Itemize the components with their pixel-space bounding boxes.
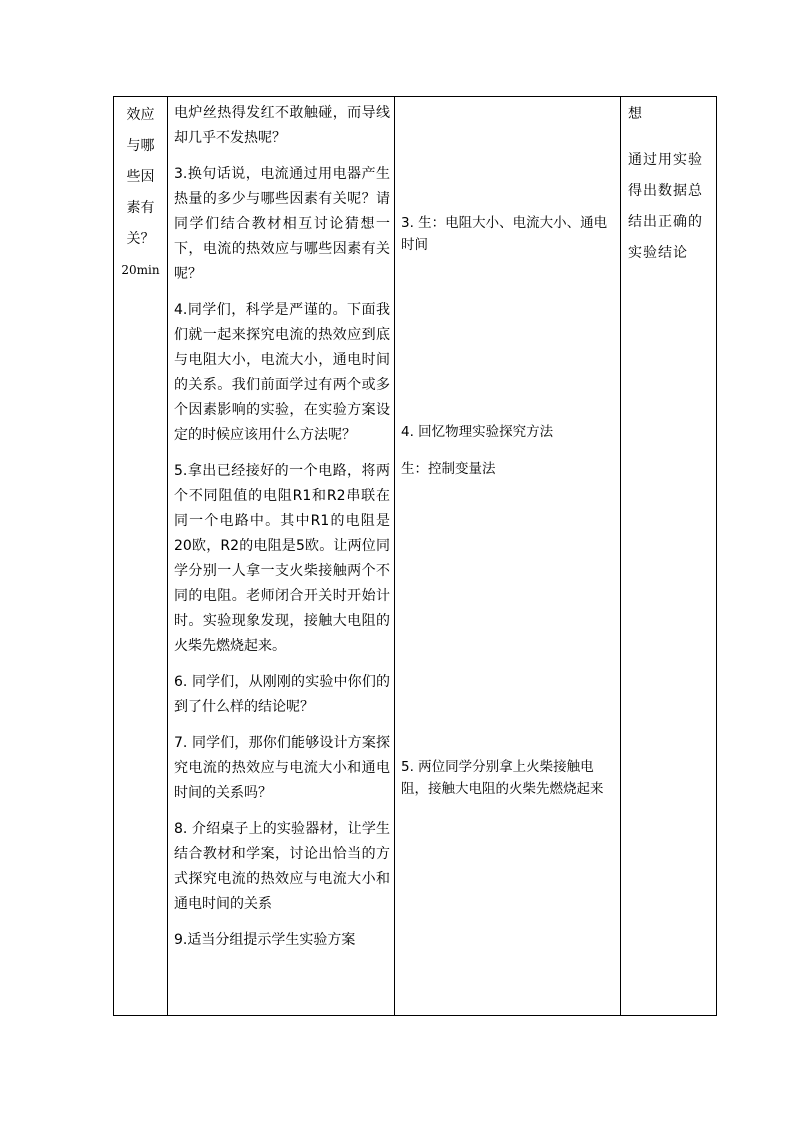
teacher-paragraph: 6. 同学们，从刚刚的实验中你们的到了什么样的结论呢？ (174, 674, 390, 715)
student-item: 5. 两位同学分别拿上火柴接触电阻，接触大电阻的火柴先燃烧起来 (401, 759, 604, 797)
student-item: 3. 生：电阻大小、电流大小、通电时间 (401, 215, 608, 253)
teacher-paragraph: 9.适当分组提示学生实验方案 (174, 932, 356, 948)
teacher-paragraph: 3.换句话说，电流通过用电器产生热量的多少与哪些因素有关呢？请同学们结合教材相互讨论猜想一下，电流的热效应与哪些因素有关呢？ (174, 166, 390, 282)
stage-line: 关？ (126, 231, 155, 247)
student-item: 4. 回忆物理实验探究方法 (401, 424, 554, 440)
teacher-paragraph: 8. 介绍桌子上的实验器材，让学生结合教材和学案，讨论出恰当的方式探究电流的热效应与电流大小和通电时间的关系 (174, 821, 390, 912)
teacher-paragraph: 5.拿出已经接好的一个电路，将两个不同阻值的电阻R1和R2串联在同一个电路中。其中R1的电阻是20欧，R2的电阻是5欧。让两位同学分别一人拿一支火柴接触两个不同的电阻。老师闭合开关时开始计时。实验现象发现，接触大电阻的火柴先燃烧起来。 (174, 463, 390, 654)
stage-line: 些因 (126, 169, 155, 185)
student-item: 生：控制变量法 (401, 461, 496, 477)
teacher-activity-cell (168, 97, 395, 1016)
stage-line: 与哪 (126, 138, 155, 154)
intent-text: 通过用实验得出数据总结出正确的实验结论 (628, 152, 703, 261)
stage-cell (114, 97, 168, 1016)
stage-line: 效应 (126, 107, 155, 123)
teacher-paragraph: 7. 同学们，那你们能够设计方案探究电流的热效应与电流大小和通电时间的关系吗？ (174, 735, 390, 801)
student-activity-cell (395, 97, 621, 1016)
stage-duration: 20min (121, 263, 160, 277)
teacher-paragraph: 电炉丝热得发红不敢触碰，而导线却几乎不发热呢？ (174, 105, 390, 146)
teacher-paragraph: 4.同学们，科学是严谨的。下面我们就一起来探究电流的热效应到底与电阻大小，电流大小，通电时间的关系。我们前面学过有两个或多个因素影响的实验，在实验方案设定的时候应该用什么方法呢？ (174, 302, 390, 443)
stage-label (114, 97, 167, 286)
stage-line: 素有 (126, 200, 155, 216)
design-intent-cell (621, 97, 717, 1016)
intent-text: 想 (628, 106, 642, 122)
lesson-plan-table (113, 96, 717, 1016)
table-row (114, 97, 717, 1016)
